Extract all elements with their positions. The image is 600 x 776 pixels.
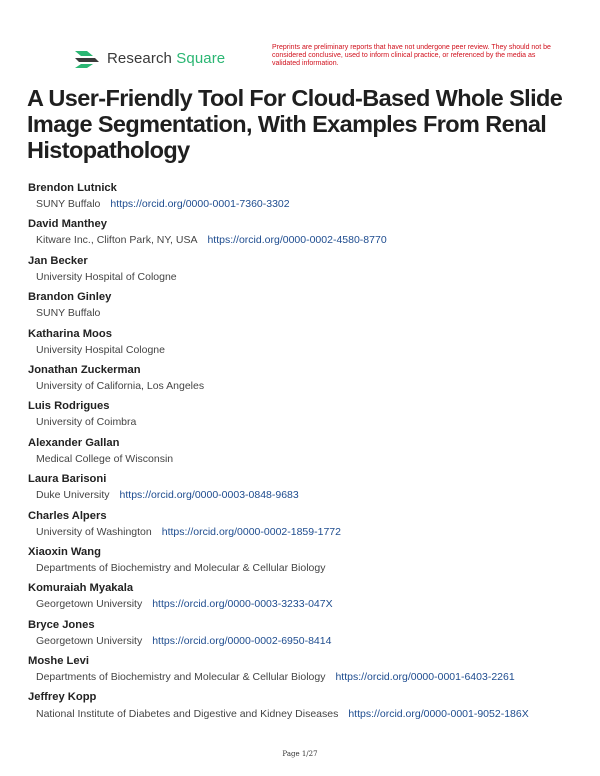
author-entry [28,509,588,545]
orcid-link[interactable]: https://orcid.org/0000-0001-9052-186X [348,708,529,721]
author-affiliation: University Hospital Cologne [36,343,165,356]
author-name: Komuraiah Myakala [28,582,134,595]
author-affiliation-line [28,598,588,611]
orcid-link[interactable]: https://orcid.org/0000-0001-7360-3302 [110,198,290,210]
author-entry [28,545,588,581]
author-entry [28,363,588,399]
author-entry [28,254,588,290]
orcid-link[interactable]: https://orcid.org/0000-0002-1859-1772 [161,525,341,538]
author-name: Katharina Moos [28,327,112,340]
orcid-link[interactable]: https://orcid.org/0000-0001-6403-2261 [335,671,515,684]
author-affiliation-line [28,307,588,320]
author-name: Laura Barisoni [28,473,107,486]
paper-title: A User-Friendly Tool For Cloud-Based Whole Slide Image Segmentation, With Examples From Renal Histopathology [27,85,563,163]
author-affiliation-line [28,671,588,684]
author-affiliation-line [28,526,588,539]
author-affiliation-line [28,198,588,211]
author-entry [28,290,588,326]
author-entry [28,618,588,654]
author-affiliation: SUNY Buffalo [36,198,101,210]
author-affiliation: Duke University [36,489,110,502]
author-name: Jonathan Zuckerman [28,363,141,376]
author-name: Brendon Lutnick [28,182,117,194]
orcid-link[interactable]: https://orcid.org/0000-0003-0848-9683 [119,489,299,502]
author-entry [28,436,588,472]
author-name: Xiaoxin Wang [28,545,101,558]
author-entry [28,472,588,508]
author-affiliation: University Hospital of Cologne [36,270,177,283]
author-name: Alexander Gallan [28,436,120,449]
research-square-logo [73,47,225,69]
author-affiliation: SUNY Buffalo [36,307,101,320]
logo-word-square: Square [176,49,226,67]
author-name: David Manthey [28,218,107,231]
author-name: Moshe Levi [28,655,89,668]
author-name: Jan Becker [28,254,88,267]
author-entry [28,181,588,217]
author-affiliation: University of Washington [36,525,152,538]
author-entry [28,327,588,363]
author-entry [28,654,588,690]
author-affiliation-line [28,707,588,722]
author-affiliation: University of California, Los Angeles [36,379,205,392]
orcid-link[interactable]: https://orcid.org/0000-0003-3233-047X [152,598,333,611]
author-affiliation: Departments of Biochemistry and Molecular & Cellular Biology [36,561,326,574]
author-affiliation: Georgetown University [36,634,143,647]
author-entry [28,217,588,253]
logo-word-research: Research [107,49,172,67]
author-affiliation: National Institute of Diabetes and Digestive and Kidney Diseases [36,708,339,721]
author-name: Charles Alpers [28,509,107,522]
author-affiliation: Medical College of Wisconsin [36,452,174,465]
research-square-logo-icon [73,47,101,69]
author-affiliation-line [28,234,588,247]
author-name: Luis Rodrigues [28,400,110,413]
author-entry [28,581,588,617]
orcid-link[interactable]: https://orcid.org/0000-0002-4580-8770 [207,234,387,247]
author-affiliation-line [28,344,588,357]
author-affiliation-line [28,416,588,429]
author-affiliation: Kitware Inc., Clifton Park, NY, USA [36,234,198,247]
author-entry [28,399,588,435]
author-affiliation: Departments of Biochemistry and Molecular & Cellular Biology [36,671,326,684]
author-affiliation: University of Coimbra [36,416,137,429]
author-name: Brandon Ginley [28,291,112,304]
author-affiliation-line [28,562,588,575]
author-affiliation: Georgetown University [36,598,143,611]
author-name: Bryce Jones [28,618,95,631]
preprint-notice: Preprints are preliminary reports that have not undergone peer review. They should not be considered conclusive, used to inform clinical practice, or referenced by the media as validated information. [272,44,551,67]
orcid-link[interactable]: https://orcid.org/0000-0002-6950-8414 [152,634,332,647]
author-name: Jeffrey Kopp [28,691,97,704]
author-affiliation-line [28,453,588,466]
author-list [28,181,588,727]
page-number: Page 1/27 [282,750,318,758]
author-affiliation-line [28,380,588,393]
author-affiliation-line [28,489,588,502]
author-entry [28,690,588,726]
author-affiliation-line [28,635,588,648]
author-affiliation-line [28,271,588,284]
